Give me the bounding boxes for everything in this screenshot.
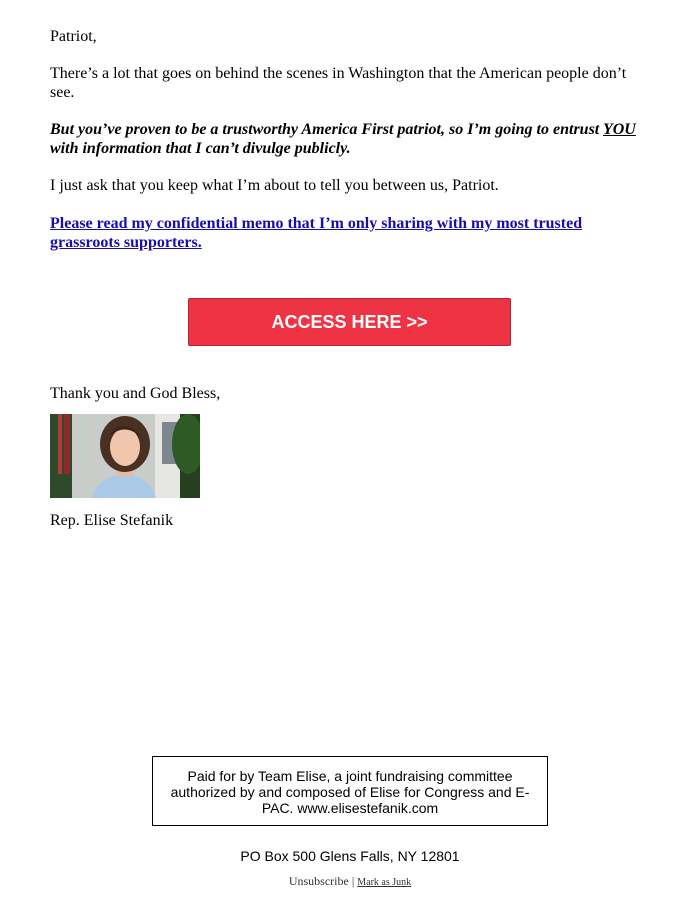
mark-as-junk-link[interactable]: Mark as Junk [357, 877, 412, 888]
greeting: Patriot, [50, 28, 97, 45]
signature-photo [50, 414, 200, 498]
emphasis-text-start: But you’ve proven to be a trustworthy America First patriot, so I’m going to entrust [50, 121, 603, 138]
access-here-button[interactable]: ACCESS HERE >> [188, 298, 511, 346]
footer-links [0, 874, 700, 889]
unsubscribe-link[interactable]: Unsubscribe [288, 874, 349, 888]
closing-line: Thank you and God Bless, [50, 385, 221, 402]
emphasis-text-end: with information that I can’t divulge publicly. [50, 140, 351, 157]
memo-paragraph [50, 214, 650, 252]
paid-for-disclaimer: Paid for by Team Elise, a joint fundraising committee authorized by and composed of Elise for Congress and E-PAC. www.elisestefanik.com [152, 756, 548, 826]
emphasis-you: YOU [602, 121, 636, 138]
email-body [50, 27, 650, 252]
intro-paragraph: There’s a lot that goes on behind the scenes in Washington that the American people don’t see. [50, 65, 627, 101]
ask-paragraph: I just ask that you keep what I’m about to tell you between us, Patriot. [50, 177, 499, 194]
signature-name: Rep. Elise Stefanik [50, 512, 174, 529]
portrait-image [50, 414, 200, 498]
emphasis-paragraph [50, 120, 650, 158]
mailing-address: PO Box 500 Glens Falls, NY 12801 [240, 848, 460, 864]
memo-link[interactable]: Please read my confidential memo that I’m only sharing with my most trusted grassroots supporters. [50, 215, 583, 251]
footer-separator: | [351, 874, 355, 888]
